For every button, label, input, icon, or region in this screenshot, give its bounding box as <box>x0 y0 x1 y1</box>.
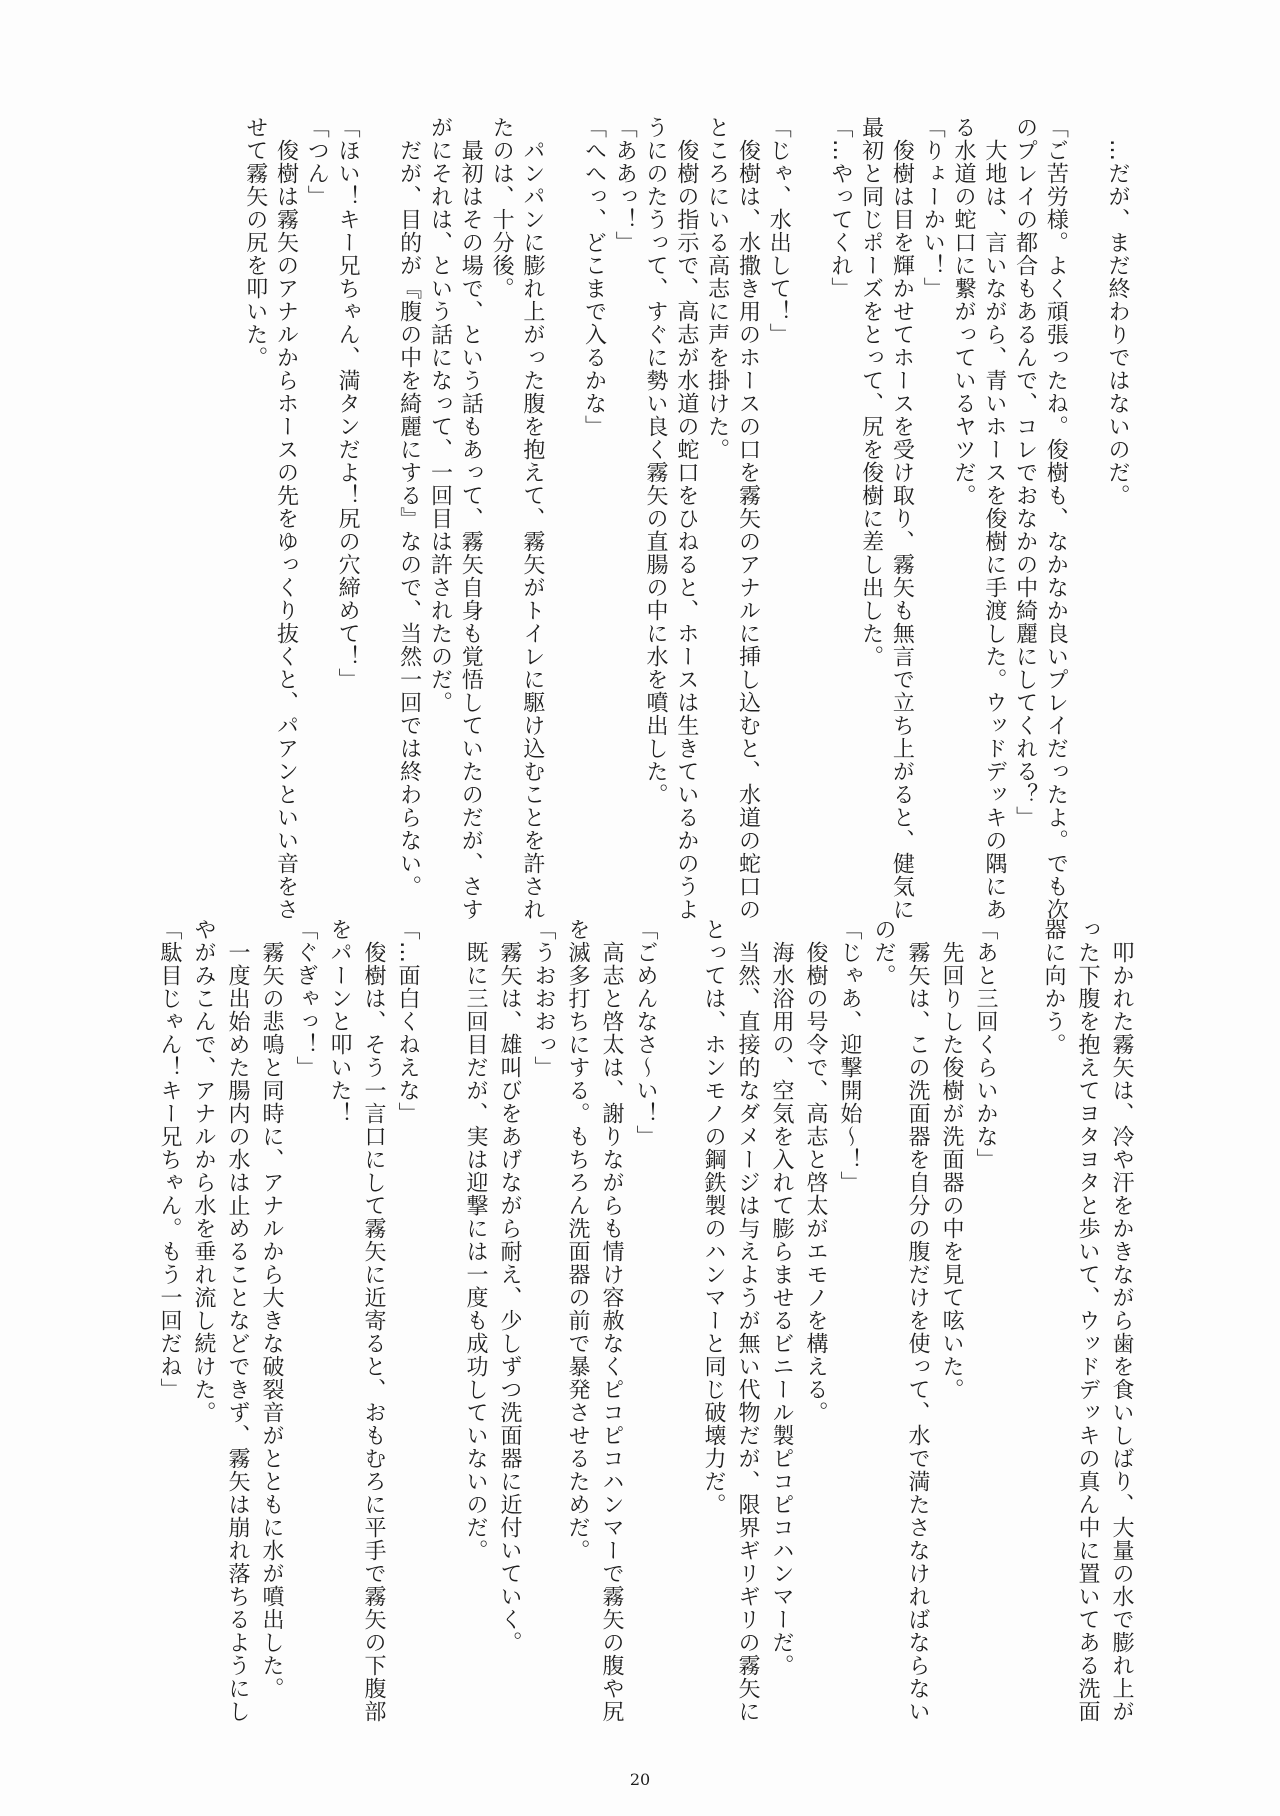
text-line: 「ああっ！」 <box>612 116 638 254</box>
text-line: やがみこんで、アナルから水を垂れ流し続けた。 <box>191 918 216 1424</box>
text-line: …だが、まだ終わりではないのだ。 <box>1105 116 1130 507</box>
text-line: を滅多打ちにする。もちろん洗面器の前で暴発させるためだ。 <box>565 918 590 1562</box>
text-line: のだ。 <box>871 918 896 987</box>
text-line <box>1002 918 1036 1718</box>
text-line <box>793 116 824 846</box>
text-line: 器に向かう。 <box>1041 918 1066 1056</box>
text-line: 霧矢は、雄叫びをあげながら耐え、少しずつ洗面器に近付いていく。 <box>497 918 522 1654</box>
text-line: る水道の蛇口に繋がっているヤツだ。 <box>951 116 977 507</box>
text-line: 俊樹の号令で、高志と啓太がエモノを構える。 <box>803 918 828 1424</box>
page-number: 20 <box>629 1770 651 1789</box>
text-line <box>547 116 578 846</box>
text-line: だが、目的が『腹の中を綺麗にする』なので、当然一回では終わらない。 <box>396 116 422 898</box>
text-line: 俊樹は目を輝かせてホースを受け取り、霧矢も無言で立ち上がると、健気に <box>889 116 915 921</box>
text-line <box>1070 116 1101 846</box>
text-line: 霧矢の悲鳴と同時に、アナルから大きな破裂音がとともに水が噴出した。 <box>259 918 284 1700</box>
text-line: 「ほい！キー兄ちゃん、満タンだよ！尻の穴締めて！」 <box>335 116 361 691</box>
text-line: 「ごめんなさ〜い！」 <box>633 918 658 1148</box>
text-line: 俊樹の指示で、高志が水道の蛇口をひねると、ホースは生きているかのうよ <box>673 116 699 921</box>
text-line: 「駄目じゃん！キー兄ちゃん。もう一回だね」 <box>157 918 182 1401</box>
text-line: 最初はその場で、という話もあって、霧矢自身も覚悟していたのだが、さす <box>458 116 484 921</box>
text-line: 先回りした俊樹が洗面器の中を見て呟いた。 <box>939 918 964 1401</box>
text-line <box>424 918 458 1718</box>
text-line: 「…やってくれ」 <box>827 116 853 300</box>
text-line: 「つん」 <box>304 116 330 208</box>
text-line: 高志と啓太は、謝りながらも情け容赦なくピコピコハンマーで霧矢の腹や尻 <box>599 918 624 1723</box>
text-line: せて霧矢の尻を叩いた。 <box>242 116 268 369</box>
text-line: うにのたうって、すぐに勢い良く霧矢の直腸の中に水を噴出した。 <box>643 116 669 806</box>
text-line: った下腹を抱えてヨタヨタと歩いて、ウッドデッキの真ん中に置いてある洗面 <box>1075 918 1100 1723</box>
text-line: をパーンと叩いた！ <box>327 918 352 1125</box>
text-line: がにそれは、という話になって、一回目は許されたのだ。 <box>427 116 453 714</box>
text-line: たのは、十分後。 <box>489 116 515 300</box>
text-line: 霧矢は、この洗面器を自分の腹だけを使って、水で満たさなければならない <box>905 918 930 1723</box>
text-line: 大地は、言いながら、青いホースを俊樹に手渡した。ウッドデッキの隅にあ <box>981 116 1007 921</box>
text-line: 「…面白くねえな」 <box>395 918 420 1125</box>
text-line: パンパンに膨れ上がった腹を抱えて、霧矢がトイレに駆け込むことを許され <box>519 116 545 921</box>
text-line: とっては、ホンモノの鋼鉄製のハンマーと同じ破壊力だ。 <box>701 918 726 1516</box>
text-line: 「あと三回くらいかな」 <box>973 918 998 1171</box>
text-line: 当然、直接的なダメージは与えようが無い代物だが、限界ギリギリの霧矢に <box>735 918 760 1723</box>
text-line: 「ぐぎゃっ！」 <box>293 918 318 1079</box>
text-line: 一度出始めた腸内の水は止めることなどできず、霧矢は崩れ落ちるようにし <box>225 918 250 1723</box>
text-block-bottom <box>152 918 1138 1723</box>
text-line: 「うおおおっ」 <box>531 918 556 1079</box>
text-line: 海水浴用の、空気を入れて膨らませるビニール製ピコピコハンマーだ。 <box>769 918 794 1677</box>
text-line: のプレイの都合もあるんで、コレでおなかの中綺麗にしてくれる？」 <box>1012 116 1038 829</box>
text-line: 「ご苦労様。よく頑張ったね。俊樹も、なかなか良いプレイだったよ。でも次 <box>1043 116 1069 921</box>
text-line: 最初と同じポーズをとって、尻を俊樹に差し出した。 <box>858 116 884 668</box>
text-line: 「じゃ、水出して！」 <box>766 116 792 346</box>
text-line: 俊樹は、水撒き用のホースの口を霧矢のアナルに挿し込むと、水道の蛇口の <box>735 116 761 921</box>
text-line <box>662 918 696 1718</box>
text-line: 既に三回目だが、実は迎撃には一度も成功していないのだ。 <box>463 918 488 1562</box>
text-line: 「へへっ、どこまで入るかな」 <box>581 116 607 438</box>
text-line: 俊樹は、そう一言口にして霧矢に近寄ると、おもむろに平手で霧矢の下腹部 <box>361 918 386 1723</box>
text-line: 「りょーかい！」 <box>920 116 946 300</box>
text-line: ところにいる高志に声を掛けた。 <box>704 116 730 461</box>
text-line: 俊樹は霧矢のアナルからホースの先をゆっくり抜くと、パアンといい音をさ <box>273 116 299 921</box>
text-block-top <box>239 116 1132 921</box>
text-line: 「じゃあ、迎撃開始〜！」 <box>837 918 862 1194</box>
text-line <box>362 116 393 846</box>
text-line: 叩かれた霧矢は、冷や汗をかきながら歯を食いしばり、大量の水で膨れ上が <box>1109 918 1134 1723</box>
